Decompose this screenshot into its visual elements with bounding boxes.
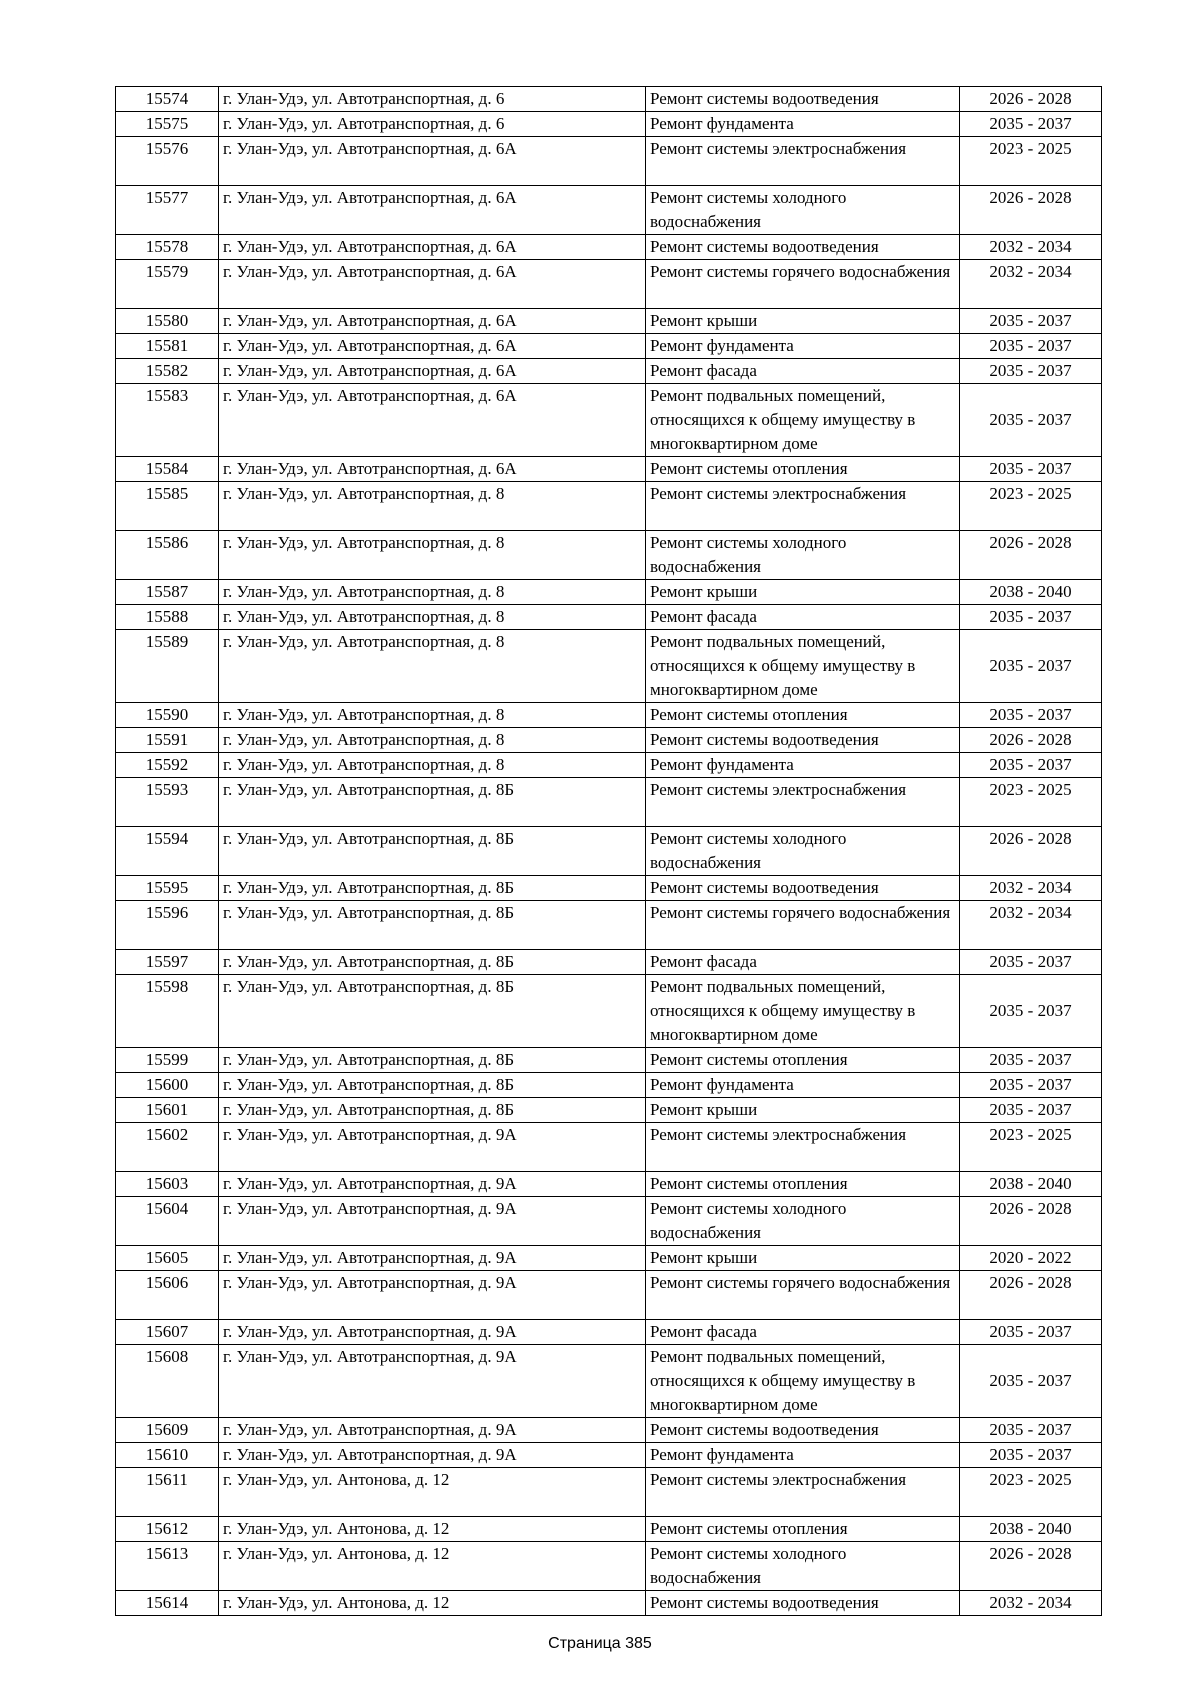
work-type-cell: Ремонт подвальных помещений, относящихся к общему имуществу в многоквартирном доме bbox=[646, 975, 960, 1048]
address-cell: г. Улан-Удэ, ул. Автотранспортная, д. 8 bbox=[219, 753, 646, 778]
address-cell: г. Улан-Удэ, ул. Автотранспортная, д. 9А bbox=[219, 1197, 646, 1246]
address-cell: г. Улан-Удэ, ул. Автотранспортная, д. 9А bbox=[219, 1320, 646, 1345]
row-number-cell: 15575 bbox=[116, 112, 219, 137]
period-cell: 2023 - 2025 bbox=[960, 137, 1102, 186]
address-cell: г. Улан-Удэ, ул. Автотранспортная, д. 8 bbox=[219, 531, 646, 580]
work-type-cell: Ремонт системы водоотведения bbox=[646, 876, 960, 901]
work-type-cell: Ремонт системы холодного водоснабжения bbox=[646, 1542, 960, 1591]
work-type-cell: Ремонт крыши bbox=[646, 1246, 960, 1271]
row-number-cell: 15587 bbox=[116, 580, 219, 605]
work-type-cell: Ремонт подвальных помещений, относящихся к общему имуществу в многоквартирном доме bbox=[646, 630, 960, 703]
period-cell: 2035 - 2037 bbox=[960, 605, 1102, 630]
address-cell: г. Улан-Удэ, ул. Автотранспортная, д. 6 bbox=[219, 112, 646, 137]
row-number-cell: 15595 bbox=[116, 876, 219, 901]
table-row bbox=[116, 1123, 1102, 1172]
period-cell: 2035 - 2037 bbox=[960, 703, 1102, 728]
table-row bbox=[116, 1345, 1102, 1418]
period-cell: 2026 - 2028 bbox=[960, 1197, 1102, 1246]
address-cell: г. Улан-Удэ, ул. Автотранспортная, д. 9А bbox=[219, 1345, 646, 1418]
table-row bbox=[116, 1443, 1102, 1468]
row-number-cell: 15582 bbox=[116, 359, 219, 384]
table-row bbox=[116, 753, 1102, 778]
period-cell: 2032 - 2034 bbox=[960, 235, 1102, 260]
row-number-cell: 15592 bbox=[116, 753, 219, 778]
table-row bbox=[116, 580, 1102, 605]
period-cell: 2026 - 2028 bbox=[960, 87, 1102, 112]
address-cell: г. Улан-Удэ, ул. Антонова, д. 12 bbox=[219, 1591, 646, 1616]
row-number-cell: 15580 bbox=[116, 309, 219, 334]
period-cell: 2035 - 2037 bbox=[960, 753, 1102, 778]
period-cell: 2023 - 2025 bbox=[960, 778, 1102, 827]
address-cell: г. Улан-Удэ, ул. Антонова, д. 12 bbox=[219, 1468, 646, 1517]
table-row bbox=[116, 1542, 1102, 1591]
period-cell: 2026 - 2028 bbox=[960, 531, 1102, 580]
row-number-cell: 15586 bbox=[116, 531, 219, 580]
row-number-cell: 15610 bbox=[116, 1443, 219, 1468]
table-row bbox=[116, 1246, 1102, 1271]
row-number-cell: 15574 bbox=[116, 87, 219, 112]
period-cell: 2035 - 2037 bbox=[960, 1073, 1102, 1098]
period-cell: 2038 - 2040 bbox=[960, 1517, 1102, 1542]
address-cell: г. Улан-Удэ, ул. Автотранспортная, д. 6А bbox=[219, 235, 646, 260]
row-number-cell: 15597 bbox=[116, 950, 219, 975]
table-row bbox=[116, 457, 1102, 482]
work-type-cell: Ремонт системы горячего водоснабжения bbox=[646, 260, 960, 309]
table-row bbox=[116, 186, 1102, 235]
work-type-cell: Ремонт фундамента bbox=[646, 1073, 960, 1098]
period-cell: 2026 - 2028 bbox=[960, 186, 1102, 235]
period-cell: 2035 - 2037 bbox=[960, 1098, 1102, 1123]
row-number-cell: 15588 bbox=[116, 605, 219, 630]
table-row bbox=[116, 1197, 1102, 1246]
period-cell: 2035 - 2037 bbox=[960, 975, 1102, 1048]
table-row bbox=[116, 605, 1102, 630]
work-type-cell: Ремонт системы электроснабжения bbox=[646, 778, 960, 827]
period-cell: 2026 - 2028 bbox=[960, 1542, 1102, 1591]
address-cell: г. Улан-Удэ, ул. Антонова, д. 12 bbox=[219, 1517, 646, 1542]
period-cell: 2035 - 2037 bbox=[960, 1048, 1102, 1073]
work-type-cell: Ремонт системы горячего водоснабжения bbox=[646, 1271, 960, 1320]
address-cell: г. Улан-Удэ, ул. Автотранспортная, д. 8Б bbox=[219, 1098, 646, 1123]
table-row bbox=[116, 87, 1102, 112]
address-cell: г. Улан-Удэ, ул. Автотранспортная, д. 8 bbox=[219, 580, 646, 605]
table-row bbox=[116, 359, 1102, 384]
table-body bbox=[116, 87, 1102, 1616]
period-cell: 2035 - 2037 bbox=[960, 359, 1102, 384]
address-cell: г. Улан-Удэ, ул. Автотранспортная, д. 6 bbox=[219, 87, 646, 112]
table-row bbox=[116, 1418, 1102, 1443]
table-row bbox=[116, 901, 1102, 950]
table-row bbox=[116, 950, 1102, 975]
address-cell: г. Улан-Удэ, ул. Автотранспортная, д. 8Б bbox=[219, 876, 646, 901]
row-number-cell: 15591 bbox=[116, 728, 219, 753]
table-row bbox=[116, 827, 1102, 876]
period-cell: 2035 - 2037 bbox=[960, 334, 1102, 359]
address-cell: г. Улан-Удэ, ул. Автотранспортная, д. 9А bbox=[219, 1443, 646, 1468]
address-cell: г. Улан-Удэ, ул. Автотранспортная, д. 9А bbox=[219, 1123, 646, 1172]
table-row bbox=[116, 975, 1102, 1048]
row-number-cell: 15606 bbox=[116, 1271, 219, 1320]
work-type-cell: Ремонт системы отопления bbox=[646, 457, 960, 482]
work-type-cell: Ремонт системы отопления bbox=[646, 1172, 960, 1197]
work-type-cell: Ремонт системы отопления bbox=[646, 703, 960, 728]
work-type-cell: Ремонт крыши bbox=[646, 309, 960, 334]
row-number-cell: 15599 bbox=[116, 1048, 219, 1073]
row-number-cell: 15604 bbox=[116, 1197, 219, 1246]
period-cell: 2032 - 2034 bbox=[960, 1591, 1102, 1616]
address-cell: г. Улан-Удэ, ул. Автотранспортная, д. 6А bbox=[219, 359, 646, 384]
page-number: Страница 385 bbox=[548, 1635, 652, 1652]
work-type-cell: Ремонт системы электроснабжения bbox=[646, 1468, 960, 1517]
work-type-cell: Ремонт фундамента bbox=[646, 112, 960, 137]
row-number-cell: 15607 bbox=[116, 1320, 219, 1345]
address-cell: г. Улан-Удэ, ул. Антонова, д. 12 bbox=[219, 1542, 646, 1591]
table-row bbox=[116, 1098, 1102, 1123]
work-type-cell: Ремонт системы электроснабжения bbox=[646, 482, 960, 531]
period-cell: 2035 - 2037 bbox=[960, 630, 1102, 703]
work-type-cell: Ремонт системы электроснабжения bbox=[646, 137, 960, 186]
work-type-cell: Ремонт системы горячего водоснабжения bbox=[646, 901, 960, 950]
period-cell: 2020 - 2022 bbox=[960, 1246, 1102, 1271]
row-number-cell: 15602 bbox=[116, 1123, 219, 1172]
row-number-cell: 15608 bbox=[116, 1345, 219, 1418]
period-cell: 2023 - 2025 bbox=[960, 1123, 1102, 1172]
work-type-cell: Ремонт фасада bbox=[646, 1320, 960, 1345]
period-cell: 2023 - 2025 bbox=[960, 1468, 1102, 1517]
address-cell: г. Улан-Удэ, ул. Автотранспортная, д. 6А bbox=[219, 384, 646, 457]
address-cell: г. Улан-Удэ, ул. Автотранспортная, д. 9А bbox=[219, 1172, 646, 1197]
row-number-cell: 15593 bbox=[116, 778, 219, 827]
work-type-cell: Ремонт системы водоотведения bbox=[646, 728, 960, 753]
row-number-cell: 15590 bbox=[116, 703, 219, 728]
address-cell: г. Улан-Удэ, ул. Автотранспортная, д. 8Б bbox=[219, 901, 646, 950]
work-type-cell: Ремонт системы отопления bbox=[646, 1517, 960, 1542]
period-cell: 2026 - 2028 bbox=[960, 728, 1102, 753]
period-cell: 2038 - 2040 bbox=[960, 1172, 1102, 1197]
table-row bbox=[116, 728, 1102, 753]
address-cell: г. Улан-Удэ, ул. Автотранспортная, д. 9А bbox=[219, 1418, 646, 1443]
period-cell: 2032 - 2034 bbox=[960, 901, 1102, 950]
work-type-cell: Ремонт системы холодного водоснабжения bbox=[646, 1197, 960, 1246]
period-cell: 2035 - 2037 bbox=[960, 1320, 1102, 1345]
row-number-cell: 15609 bbox=[116, 1418, 219, 1443]
capital-repair-table bbox=[115, 86, 1102, 1616]
row-number-cell: 15577 bbox=[116, 186, 219, 235]
row-number-cell: 15589 bbox=[116, 630, 219, 703]
work-type-cell: Ремонт системы холодного водоснабжения bbox=[646, 827, 960, 876]
period-cell: 2035 - 2037 bbox=[960, 457, 1102, 482]
address-cell: г. Улан-Удэ, ул. Автотранспортная, д. 8Б bbox=[219, 827, 646, 876]
row-number-cell: 15596 bbox=[116, 901, 219, 950]
table-row bbox=[116, 1271, 1102, 1320]
address-cell: г. Улан-Удэ, ул. Автотранспортная, д. 6А bbox=[219, 186, 646, 235]
period-cell: 2035 - 2037 bbox=[960, 950, 1102, 975]
period-cell: 2032 - 2034 bbox=[960, 876, 1102, 901]
row-number-cell: 15603 bbox=[116, 1172, 219, 1197]
address-cell: г. Улан-Удэ, ул. Автотранспортная, д. 8 bbox=[219, 728, 646, 753]
address-cell: г. Улан-Удэ, ул. Автотранспортная, д. 6А bbox=[219, 334, 646, 359]
row-number-cell: 15581 bbox=[116, 334, 219, 359]
table-row bbox=[116, 1468, 1102, 1517]
work-type-cell: Ремонт подвальных помещений, относящихся к общему имуществу в многоквартирном доме bbox=[646, 1345, 960, 1418]
period-cell: 2023 - 2025 bbox=[960, 482, 1102, 531]
work-type-cell: Ремонт системы отопления bbox=[646, 1048, 960, 1073]
row-number-cell: 15578 bbox=[116, 235, 219, 260]
period-cell: 2035 - 2037 bbox=[960, 1345, 1102, 1418]
table-row bbox=[116, 260, 1102, 309]
address-cell: г. Улан-Удэ, ул. Автотранспортная, д. 6А bbox=[219, 309, 646, 334]
table-row bbox=[116, 876, 1102, 901]
work-type-cell: Ремонт системы водоотведения bbox=[646, 1418, 960, 1443]
work-type-cell: Ремонт фасада bbox=[646, 950, 960, 975]
row-number-cell: 15612 bbox=[116, 1517, 219, 1542]
period-cell: 2038 - 2040 bbox=[960, 580, 1102, 605]
address-cell: г. Улан-Удэ, ул. Автотранспортная, д. 8 bbox=[219, 630, 646, 703]
period-cell: 2035 - 2037 bbox=[960, 1443, 1102, 1468]
address-cell: г. Улан-Удэ, ул. Автотранспортная, д. 6А bbox=[219, 260, 646, 309]
row-number-cell: 15583 bbox=[116, 384, 219, 457]
work-type-cell: Ремонт фасада bbox=[646, 605, 960, 630]
row-number-cell: 15600 bbox=[116, 1073, 219, 1098]
address-cell: г. Улан-Удэ, ул. Автотранспортная, д. 8Б bbox=[219, 778, 646, 827]
address-cell: г. Улан-Удэ, ул. Автотранспортная, д. 8Б bbox=[219, 950, 646, 975]
address-cell: г. Улан-Удэ, ул. Автотранспортная, д. 6А bbox=[219, 457, 646, 482]
table-row bbox=[116, 334, 1102, 359]
row-number-cell: 15579 bbox=[116, 260, 219, 309]
table-row bbox=[116, 309, 1102, 334]
address-cell: г. Улан-Удэ, ул. Автотранспортная, д. 8Б bbox=[219, 1073, 646, 1098]
table-row bbox=[116, 137, 1102, 186]
work-type-cell: Ремонт системы водоотведения bbox=[646, 1591, 960, 1616]
table-row bbox=[116, 1073, 1102, 1098]
table-row bbox=[116, 630, 1102, 703]
address-cell: г. Улан-Удэ, ул. Автотранспортная, д. 8Б bbox=[219, 975, 646, 1048]
table-row bbox=[116, 703, 1102, 728]
table-row bbox=[116, 1320, 1102, 1345]
period-cell: 2032 - 2034 bbox=[960, 260, 1102, 309]
row-number-cell: 15576 bbox=[116, 137, 219, 186]
table-row bbox=[116, 778, 1102, 827]
period-cell: 2035 - 2037 bbox=[960, 309, 1102, 334]
address-cell: г. Улан-Удэ, ул. Автотранспортная, д. 8 bbox=[219, 703, 646, 728]
work-type-cell: Ремонт фундамента bbox=[646, 334, 960, 359]
row-number-cell: 15611 bbox=[116, 1468, 219, 1517]
work-type-cell: Ремонт системы холодного водоснабжения bbox=[646, 531, 960, 580]
period-cell: 2035 - 2037 bbox=[960, 384, 1102, 457]
table-row bbox=[116, 1591, 1102, 1616]
address-cell: г. Улан-Удэ, ул. Автотранспортная, д. 8 bbox=[219, 605, 646, 630]
work-type-cell: Ремонт системы водоотведения bbox=[646, 235, 960, 260]
period-cell: 2035 - 2037 bbox=[960, 112, 1102, 137]
table-row bbox=[116, 482, 1102, 531]
row-number-cell: 15605 bbox=[116, 1246, 219, 1271]
table-row bbox=[116, 384, 1102, 457]
work-type-cell: Ремонт системы водоотведения bbox=[646, 87, 960, 112]
row-number-cell: 15594 bbox=[116, 827, 219, 876]
row-number-cell: 15613 bbox=[116, 1542, 219, 1591]
address-cell: г. Улан-Удэ, ул. Автотранспортная, д. 9А bbox=[219, 1271, 646, 1320]
work-type-cell: Ремонт фундамента bbox=[646, 1443, 960, 1468]
address-cell: г. Улан-Удэ, ул. Автотранспортная, д. 6А bbox=[219, 137, 646, 186]
work-type-cell: Ремонт системы холодного водоснабжения bbox=[646, 186, 960, 235]
period-cell: 2026 - 2028 bbox=[960, 1271, 1102, 1320]
work-type-cell: Ремонт крыши bbox=[646, 580, 960, 605]
table-row bbox=[116, 1048, 1102, 1073]
period-cell: 2026 - 2028 bbox=[960, 827, 1102, 876]
row-number-cell: 15614 bbox=[116, 1591, 219, 1616]
table-row bbox=[116, 235, 1102, 260]
row-number-cell: 15598 bbox=[116, 975, 219, 1048]
table-row bbox=[116, 1172, 1102, 1197]
period-cell: 2035 - 2037 bbox=[960, 1418, 1102, 1443]
address-cell: г. Улан-Удэ, ул. Автотранспортная, д. 9А bbox=[219, 1246, 646, 1271]
row-number-cell: 15584 bbox=[116, 457, 219, 482]
work-type-cell: Ремонт крыши bbox=[646, 1098, 960, 1123]
row-number-cell: 15585 bbox=[116, 482, 219, 531]
work-type-cell: Ремонт системы электроснабжения bbox=[646, 1123, 960, 1172]
address-cell: г. Улан-Удэ, ул. Автотранспортная, д. 8Б bbox=[219, 1048, 646, 1073]
work-type-cell: Ремонт фасада bbox=[646, 359, 960, 384]
row-number-cell: 15601 bbox=[116, 1098, 219, 1123]
table-row bbox=[116, 1517, 1102, 1542]
work-type-cell: Ремонт подвальных помещений, относящихся к общему имуществу в многоквартирном доме bbox=[646, 384, 960, 457]
table-row bbox=[116, 531, 1102, 580]
work-type-cell: Ремонт фундамента bbox=[646, 753, 960, 778]
table-row bbox=[116, 112, 1102, 137]
address-cell: г. Улан-Удэ, ул. Автотранспортная, д. 8 bbox=[219, 482, 646, 531]
